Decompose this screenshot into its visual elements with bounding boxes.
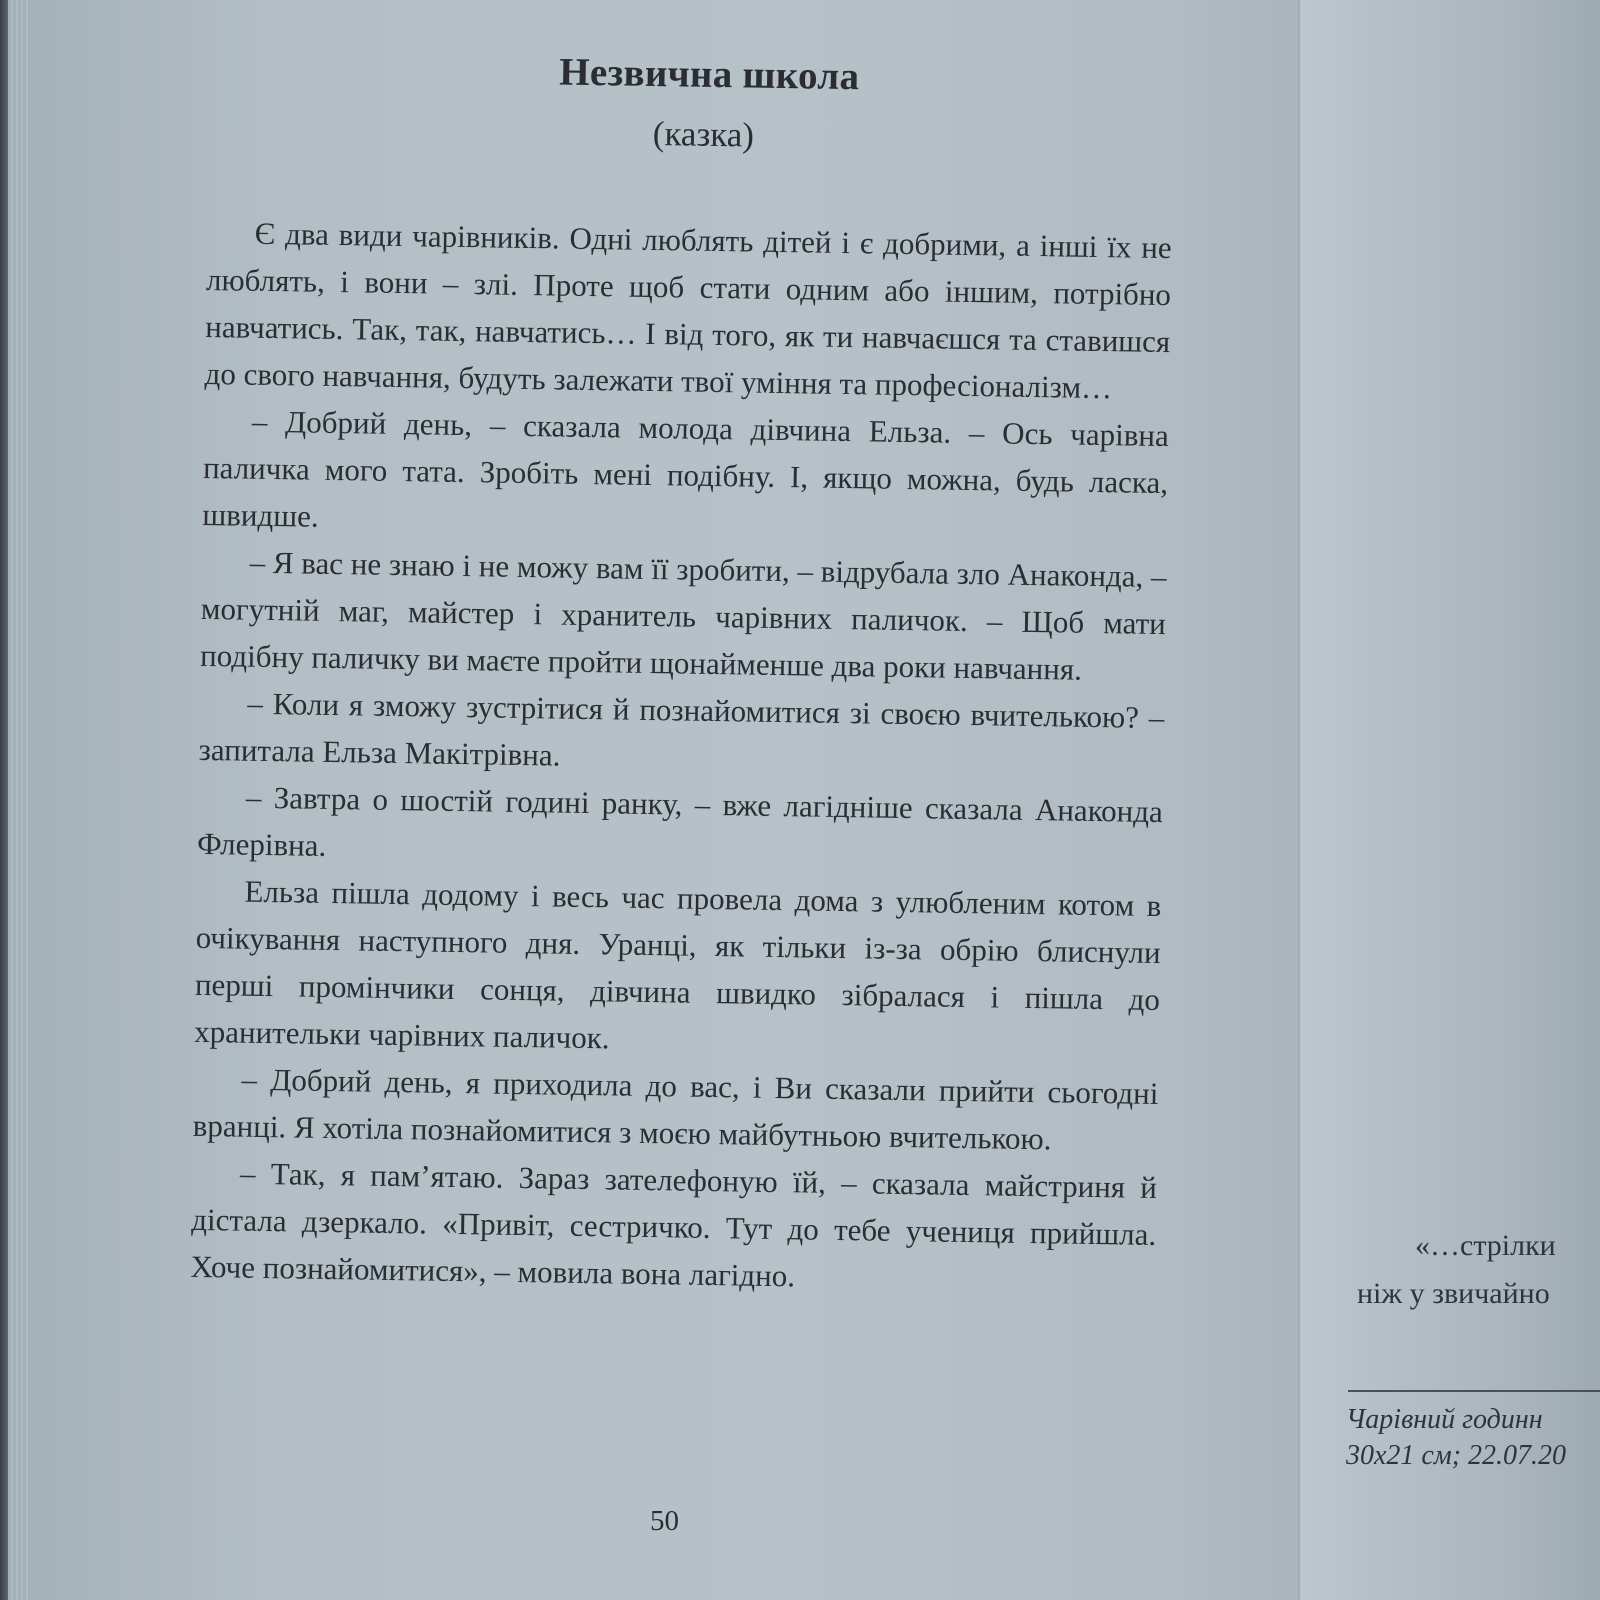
paragraph: Ельза пішла додому і весь час провела дома з улюбленим котом в очікування наступного дня. Уранці, як тільки із-за обрію блиснули перші промінчики сонця, дівчина швидко зібралася і пішла до хранительки чарівних паличок.	[193, 873, 1162, 1056]
page-number: 50	[650, 1505, 679, 1537]
story-title: Незвична школа	[559, 50, 860, 99]
book-cover-edge	[0, 0, 8, 1600]
caption-line: 30х21 см; 22.07.20	[1346, 1440, 1567, 1471]
story-body	[190, 209, 1172, 1305]
quote-line: «…стрілки	[1415, 1229, 1556, 1262]
paragraph: – Коли я зможу зустрітися й познайомитися зі своєю вчителькою? – запитала Ельза Макітрівна.	[198, 685, 1165, 773]
paragraph: – Я вас не знаю і не можу вам її зробити, – відрубала зло Анаконда, – могутній маг, майстер і хранитель чарівних паличок. – Щоб мати подібну паличку ви маєте пройти щонайменше два роки навчання.	[199, 544, 1167, 687]
quote-line: ніж у звичайно	[1357, 1277, 1550, 1310]
story-subtitle: (казка)	[652, 113, 755, 155]
right-page-quote	[1357, 1222, 1556, 1318]
paragraph: – Так, я пам’ятаю. Зараз зателефоную їй, – сказала майстриня й дістала дзеркало. «Привіт, сестричко. Тут до тебе учениця прийшла. Хоче познайомитися», – мовила вона лагідно.	[190, 1155, 1158, 1294]
caption-line: Чарівний годинн	[1346, 1404, 1543, 1435]
left-page-text	[190, 30, 1200, 1305]
paragraph: – Добрий день, – сказала молода дівчина Ельза. – Ось чарівна паличка мого тата. Зробіть мені подібну. І, якщо можна, будь ласка, швидше.	[202, 403, 1170, 534]
paragraph: – Завтра о шостій годині ранку, – вже лагідніше сказала Анаконда Флерівна.	[196, 779, 1164, 863]
right-page	[1302, 0, 1600, 1600]
paragraph: Є два види чарівників. Одні люблять дітей і є добрими, а інші їх не люблять, і вони – злі. Проте щоб стати одним або іншим, потрібно навчатись. Так, так, навчатись… І від того, як ти навчаєшся та ставишся до свого навчання, будуть залежати твої уміння та професіоналізм…	[204, 215, 1172, 406]
right-page-caption	[1346, 1402, 1566, 1474]
caption-divider	[1348, 1390, 1600, 1392]
paragraph: – Добрий день, я приходила до вас, і Ви сказали прийти сьогодні вранці. Я хотіла познайомитися з моєю майбутньою вчителькою.	[192, 1061, 1159, 1157]
